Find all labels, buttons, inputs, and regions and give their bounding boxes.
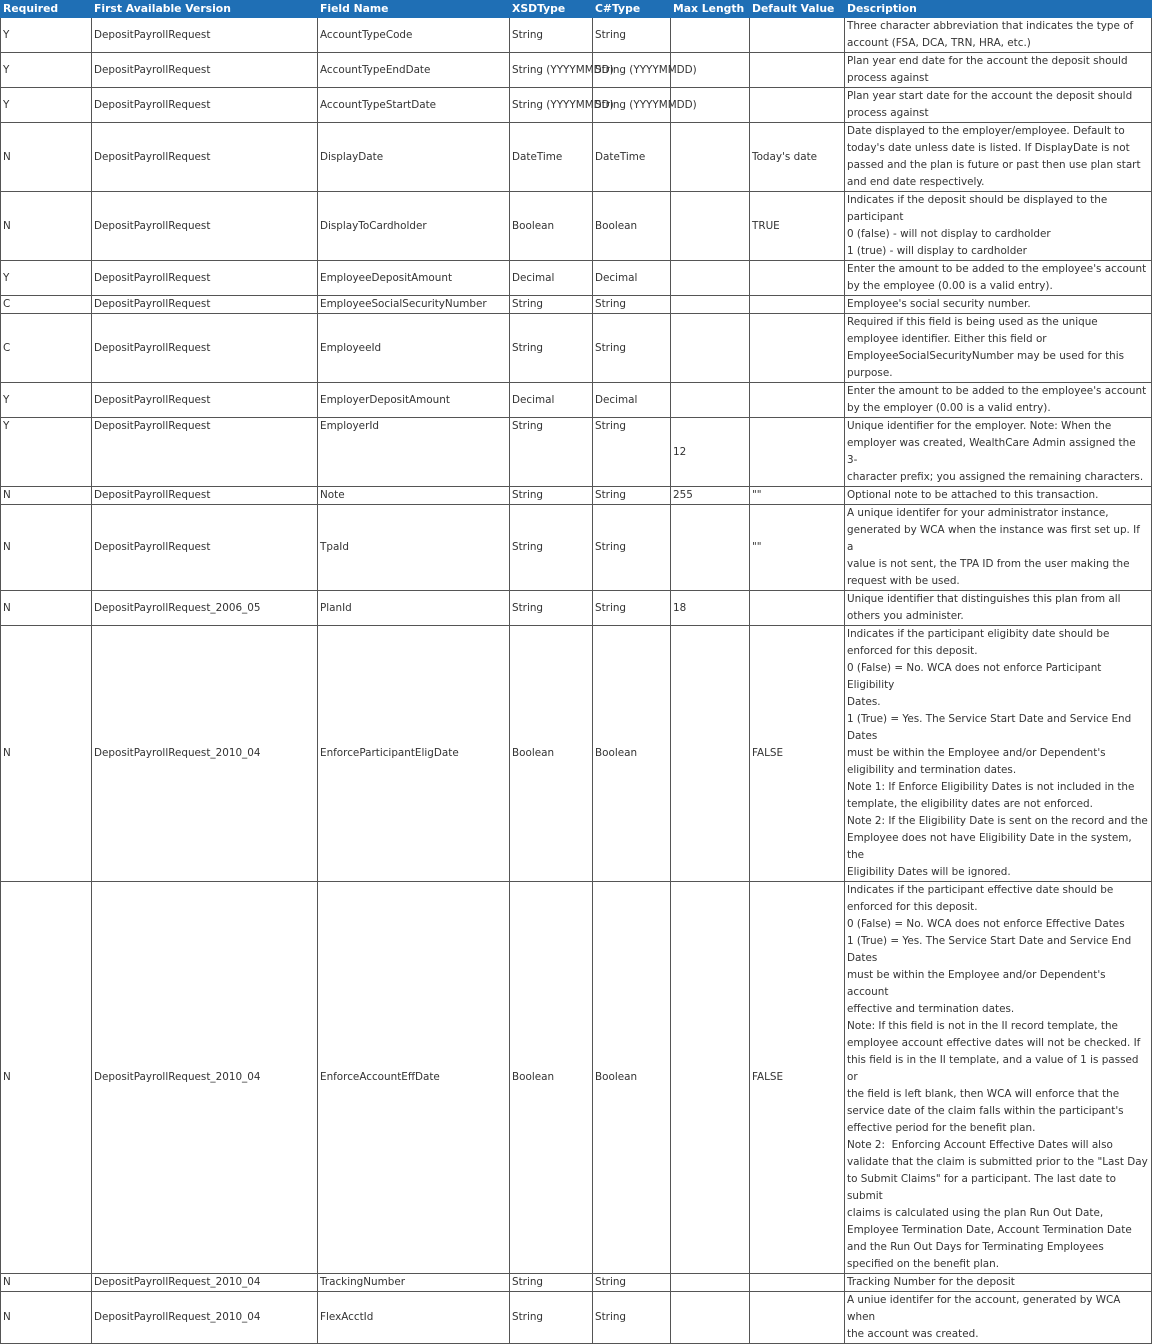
cell-first-available-version: DepositPayrollRequest bbox=[92, 505, 318, 591]
cell-description: Required if this field is being used as the unique employee identifier. Either this field or EmployeeSocialSecurityNumber may be used for this purpose. bbox=[845, 314, 1152, 383]
cell-default-value: FALSE bbox=[750, 626, 845, 882]
cell-field-name: EmployeeDepositAmount bbox=[318, 261, 510, 296]
cell-field-name: PlanId bbox=[318, 591, 510, 626]
header-max-length: Max Length bbox=[671, 1, 750, 18]
cell-csharp-type: String bbox=[593, 418, 671, 487]
cell-default-value bbox=[750, 296, 845, 314]
cell-csharp-type: String bbox=[593, 296, 671, 314]
cell-field-name: EnforceParticipantEligDate bbox=[318, 626, 510, 882]
table-row bbox=[1, 591, 1152, 626]
table-row bbox=[1, 626, 1152, 882]
cell-field-name: Note bbox=[318, 487, 510, 505]
cell-required: N bbox=[1, 123, 92, 192]
cell-xsd-type: Decimal bbox=[510, 261, 593, 296]
cell-description: Plan year end date for the account the deposit should process against bbox=[845, 53, 1152, 88]
cell-field-name: TrackingNumber bbox=[318, 1274, 510, 1292]
cell-default-value bbox=[750, 53, 845, 88]
cell-required: C bbox=[1, 296, 92, 314]
cell-description: Indicates if the participant effective date should be enforced for this deposit. 0 (False) = No. WCA does not enforce Effective Dates 1 (True) = Yes. The Service Start Date and Service End Dates must be within the Employee and/or Dependent's account effective and termination dates. Note: If this field is not in the II record template, the employee account effective dates will not be checked. If this field is in the II template, and a value of 1 is passed or the field is left blank, then WCA will enforce that the service date of the claim falls within the participant's effective period for the benefit plan. Note 2: Enforcing Account Effective Dates will also validate that the claim is submitted prior to the "Last Day to Submit Claims" for a participant. The last date to submit claims is calculated using the plan Run Out Date, Employee Termination Date, Account Termination Date and the Run Out Days for Terminating Employees specified on the benefit plan. bbox=[845, 882, 1152, 1274]
cell-xsd-type: Boolean bbox=[510, 192, 593, 261]
cell-csharp-type: String bbox=[593, 1292, 671, 1344]
cell-field-name: AccountTypeCode bbox=[318, 18, 510, 53]
cell-first-available-version: DepositPayrollRequest_2006_05 bbox=[92, 591, 318, 626]
header-row bbox=[1, 1, 1152, 18]
cell-default-value bbox=[750, 18, 845, 53]
cell-default-value: Today's date bbox=[750, 123, 845, 192]
cell-field-name: EmployerDepositAmount bbox=[318, 383, 510, 418]
cell-max-length bbox=[671, 1292, 750, 1344]
table-row bbox=[1, 53, 1152, 88]
cell-required: N bbox=[1, 487, 92, 505]
cell-first-available-version: DepositPayrollRequest_2010_04 bbox=[92, 1292, 318, 1344]
cell-default-value: "" bbox=[750, 487, 845, 505]
cell-xsd-type: String (YYYYMMDD) bbox=[510, 88, 593, 123]
cell-description: Three character abbreviation that indicates the type of account (FSA, DCA, TRN, HRA, etc.) bbox=[845, 18, 1152, 53]
cell-csharp-type: String (YYYYMMDD) bbox=[593, 88, 671, 123]
cell-first-available-version: DepositPayrollRequest bbox=[92, 296, 318, 314]
cell-max-length bbox=[671, 314, 750, 383]
cell-first-available-version: DepositPayrollRequest bbox=[92, 123, 318, 192]
cell-required: N bbox=[1, 505, 92, 591]
cell-required: C bbox=[1, 314, 92, 383]
cell-csharp-type: Boolean bbox=[593, 192, 671, 261]
cell-default-value bbox=[750, 383, 845, 418]
cell-required: Y bbox=[1, 418, 92, 487]
cell-max-length bbox=[671, 192, 750, 261]
cell-csharp-type: Boolean bbox=[593, 882, 671, 1274]
cell-max-length bbox=[671, 123, 750, 192]
cell-xsd-type: String bbox=[510, 487, 593, 505]
header-description: Description bbox=[845, 1, 1152, 18]
cell-first-available-version: DepositPayrollRequest_2010_04 bbox=[92, 1274, 318, 1292]
cell-first-available-version: DepositPayrollRequest bbox=[92, 418, 318, 487]
cell-field-name: EmployeeId bbox=[318, 314, 510, 383]
cell-description: Enter the amount to be added to the employee's account by the employer (0.00 is a valid entry). bbox=[845, 383, 1152, 418]
cell-required: N bbox=[1, 1274, 92, 1292]
header-default-value: Default Value bbox=[750, 1, 845, 18]
cell-xsd-type: String bbox=[510, 505, 593, 591]
cell-description: Unique identifier that distinguishes this plan from all others you administer. bbox=[845, 591, 1152, 626]
cell-default-value: FALSE bbox=[750, 882, 845, 1274]
cell-field-name: AccountTypeStartDate bbox=[318, 88, 510, 123]
header-required: Required bbox=[1, 1, 92, 18]
cell-field-name: TpaId bbox=[318, 505, 510, 591]
cell-field-name: FlexAcctId bbox=[318, 1292, 510, 1344]
table-row bbox=[1, 296, 1152, 314]
cell-description: Plan year start date for the account the deposit should process against bbox=[845, 88, 1152, 123]
cell-xsd-type: String bbox=[510, 1292, 593, 1344]
cell-default-value bbox=[750, 88, 845, 123]
cell-first-available-version: DepositPayrollRequest bbox=[92, 383, 318, 418]
cell-xsd-type: String bbox=[510, 296, 593, 314]
table-row bbox=[1, 18, 1152, 53]
cell-description: Indicates if the deposit should be displayed to the participant 0 (false) - will not display to cardholder 1 (true) - will display to cardholder bbox=[845, 192, 1152, 261]
cell-description: Indicates if the participant eligibity date should be enforced for this deposit. 0 (False) = No. WCA does not enforce Participant Eligibility Dates. 1 (True) = Yes. The Service Start Date and Service End Dates must be within the Employee and/or Dependent's eligibility and termination dates. Note 1: If Enforce Eligibility Dates is not included in the template, the eligibility dates are not enforced. Note 2: If the Eligibility Date is sent on the record and the Employee does not have Eligibility Date in the system, the Eligibility Dates will be ignored. bbox=[845, 626, 1152, 882]
cell-max-length bbox=[671, 18, 750, 53]
cell-csharp-type: DateTime bbox=[593, 123, 671, 192]
cell-xsd-type: DateTime bbox=[510, 123, 593, 192]
cell-default-value bbox=[750, 418, 845, 487]
cell-xsd-type: String bbox=[510, 591, 593, 626]
cell-first-available-version: DepositPayrollRequest bbox=[92, 261, 318, 296]
table-row bbox=[1, 505, 1152, 591]
cell-field-name: EmployeeSocialSecurityNumber bbox=[318, 296, 510, 314]
cell-first-available-version: DepositPayrollRequest bbox=[92, 487, 318, 505]
cell-field-name: DisplayDate bbox=[318, 123, 510, 192]
cell-description: Optional note to be attached to this transaction. bbox=[845, 487, 1152, 505]
table-row bbox=[1, 487, 1152, 505]
cell-xsd-type: Boolean bbox=[510, 882, 593, 1274]
cell-field-name: AccountTypeEndDate bbox=[318, 53, 510, 88]
cell-default-value bbox=[750, 314, 845, 383]
cell-required: Y bbox=[1, 53, 92, 88]
cell-csharp-type: String bbox=[593, 18, 671, 53]
cell-max-length: 255 bbox=[671, 487, 750, 505]
cell-csharp-type: String bbox=[593, 314, 671, 383]
cell-default-value: TRUE bbox=[750, 192, 845, 261]
cell-description: Enter the amount to be added to the employee's account by the employee (0.00 is a valid entry). bbox=[845, 261, 1152, 296]
cell-first-available-version: DepositPayrollRequest_2010_04 bbox=[92, 882, 318, 1274]
cell-description: A unique identifer for your administrator instance, generated by WCA when the instance was first set up. If a value is not sent, the TPA ID from the user making the request with be used. bbox=[845, 505, 1152, 591]
cell-field-name: EmployerId bbox=[318, 418, 510, 487]
cell-first-available-version: DepositPayrollRequest bbox=[92, 314, 318, 383]
cell-max-length bbox=[671, 296, 750, 314]
cell-first-available-version: DepositPayrollRequest bbox=[92, 88, 318, 123]
cell-max-length: 12 bbox=[671, 418, 750, 487]
cell-required: Y bbox=[1, 18, 92, 53]
cell-xsd-type: String bbox=[510, 1274, 593, 1292]
cell-first-available-version: DepositPayrollRequest bbox=[92, 53, 318, 88]
cell-csharp-type: String bbox=[593, 591, 671, 626]
cell-default-value: "" bbox=[750, 505, 845, 591]
header-first-available-version: First Available Version bbox=[92, 1, 318, 18]
cell-csharp-type: Decimal bbox=[593, 383, 671, 418]
cell-default-value bbox=[750, 591, 845, 626]
table-row bbox=[1, 261, 1152, 296]
table-row bbox=[1, 1274, 1152, 1292]
header-field-name: Field Name bbox=[318, 1, 510, 18]
cell-required: N bbox=[1, 192, 92, 261]
cell-csharp-type: String bbox=[593, 1274, 671, 1292]
cell-max-length bbox=[671, 505, 750, 591]
cell-csharp-type: String bbox=[593, 505, 671, 591]
cell-xsd-type: String bbox=[510, 18, 593, 53]
cell-max-length: 18 bbox=[671, 591, 750, 626]
cell-required: Y bbox=[1, 261, 92, 296]
table-row bbox=[1, 1292, 1152, 1344]
cell-field-name: DisplayToCardholder bbox=[318, 192, 510, 261]
cell-default-value bbox=[750, 261, 845, 296]
cell-csharp-type: String bbox=[593, 487, 671, 505]
cell-first-available-version: DepositPayrollRequest bbox=[92, 192, 318, 261]
cell-first-available-version: DepositPayrollRequest_2010_04 bbox=[92, 626, 318, 882]
cell-default-value bbox=[750, 1292, 845, 1344]
cell-xsd-type: Boolean bbox=[510, 626, 593, 882]
cell-csharp-type: Decimal bbox=[593, 261, 671, 296]
header-xsd-type: XSDType bbox=[510, 1, 593, 18]
cell-max-length bbox=[671, 383, 750, 418]
table-row bbox=[1, 88, 1152, 123]
cell-xsd-type: Decimal bbox=[510, 383, 593, 418]
cell-required: N bbox=[1, 626, 92, 882]
table-row bbox=[1, 314, 1152, 383]
cell-required: Y bbox=[1, 88, 92, 123]
cell-xsd-type: String (YYYYMMDD) bbox=[510, 53, 593, 88]
cell-max-length bbox=[671, 626, 750, 882]
cell-description: Unique identifier for the employer. Note: When the employer was created, WealthCare Admin assigned the 3- character prefix; you assigned the remaining characters. bbox=[845, 418, 1152, 487]
cell-max-length bbox=[671, 882, 750, 1274]
table-row bbox=[1, 192, 1152, 261]
cell-description: Date displayed to the employer/employee. Default to today's date unless date is listed. If DisplayDate is not passed and the plan is future or past then use plan start and end date respectively. bbox=[845, 123, 1152, 192]
cell-max-length bbox=[671, 1274, 750, 1292]
table-row bbox=[1, 418, 1152, 487]
table-row bbox=[1, 383, 1152, 418]
cell-default-value bbox=[750, 1274, 845, 1292]
cell-description: Tracking Number for the deposit bbox=[845, 1274, 1152, 1292]
cell-field-name: EnforceAccountEffDate bbox=[318, 882, 510, 1274]
cell-xsd-type: String bbox=[510, 418, 593, 487]
cell-description: A uniue identifer for the account, generated by WCA when the account was created. bbox=[845, 1292, 1152, 1344]
table-row bbox=[1, 882, 1152, 1274]
cell-required: N bbox=[1, 591, 92, 626]
cell-description: Employee's social security number. bbox=[845, 296, 1152, 314]
cell-xsd-type: String bbox=[510, 314, 593, 383]
cell-csharp-type: Boolean bbox=[593, 626, 671, 882]
cell-required: N bbox=[1, 1292, 92, 1344]
header-csharp-type: C#Type bbox=[593, 1, 671, 18]
cell-first-available-version: DepositPayrollRequest bbox=[92, 18, 318, 53]
cell-required: Y bbox=[1, 383, 92, 418]
cell-max-length bbox=[671, 261, 750, 296]
cell-required: N bbox=[1, 882, 92, 1274]
cell-csharp-type: String (YYYYMMDD) bbox=[593, 53, 671, 88]
table-row bbox=[1, 123, 1152, 192]
